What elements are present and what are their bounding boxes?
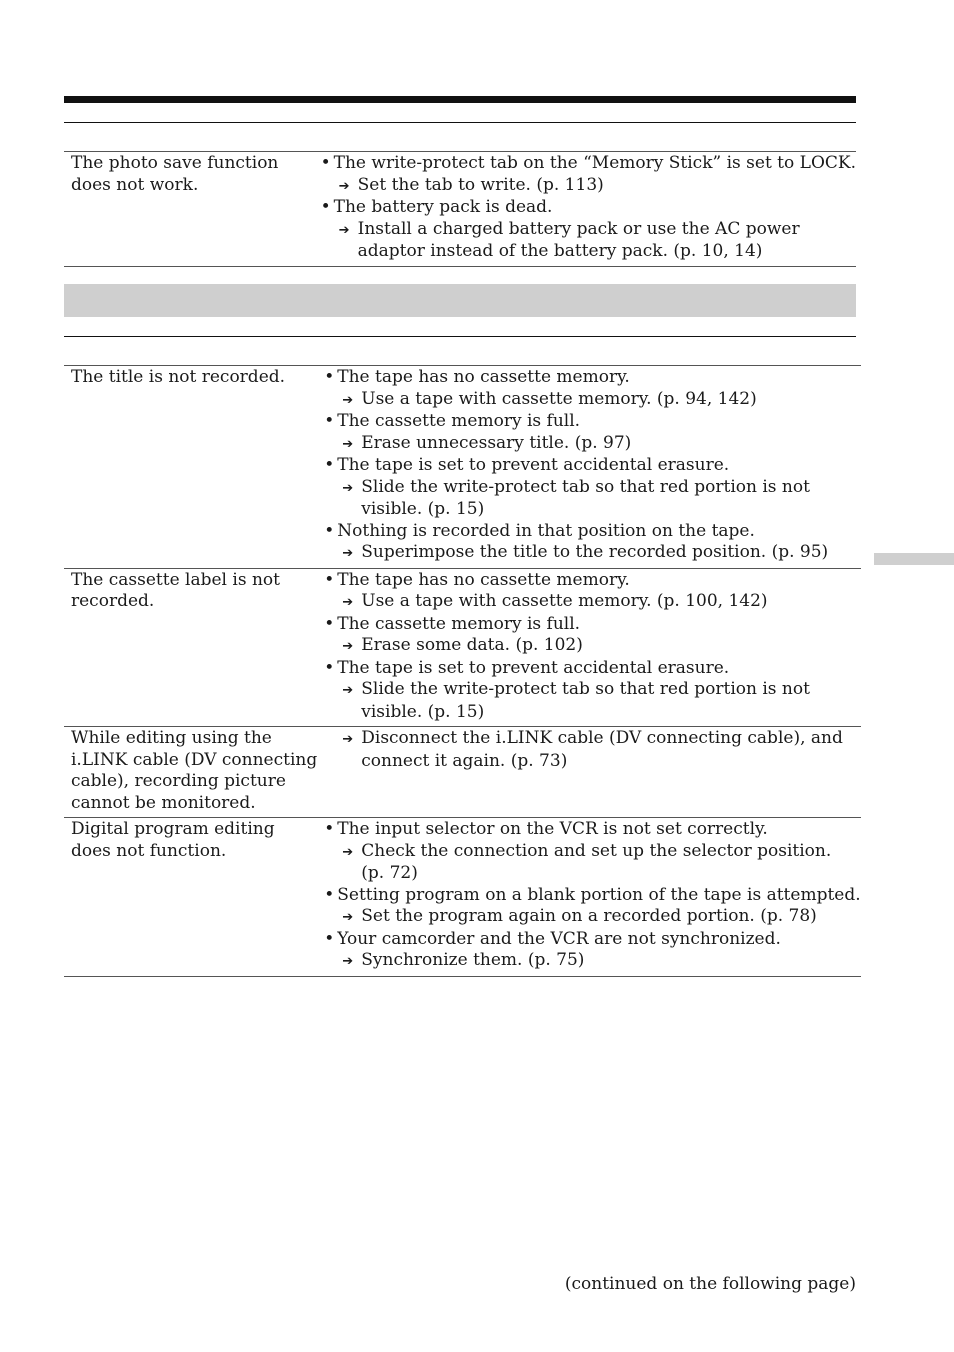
table-body-1 <box>64 152 856 267</box>
bullet-icon: • <box>324 367 335 387</box>
editing-troubleshooting-table <box>64 365 861 977</box>
remedy-continuation <box>321 241 856 263</box>
cause-item <box>324 411 860 433</box>
table-row <box>64 366 861 569</box>
remedy-continuation <box>324 863 860 885</box>
bullet-icon: • <box>320 197 331 217</box>
symptom-cell <box>64 366 317 569</box>
symptom-text: The title is not recorded. <box>71 367 286 387</box>
bullet-icon: • <box>324 928 335 949</box>
symptom-text: does not work. <box>71 174 199 195</box>
remedy-item <box>324 477 860 500</box>
item-text: visible. (p. 15) <box>361 701 485 722</box>
bullet-icon: • <box>324 455 335 475</box>
symptom-text: i.LINK cable (DV connecting <box>71 749 318 770</box>
side-index-tab <box>874 553 954 565</box>
item-text: Set the program again on a recorded portion. (p. 78) <box>361 906 817 926</box>
item-text: The tape has no cassette memory. <box>337 367 630 387</box>
cause-item <box>324 819 860 841</box>
remedy-item <box>321 175 856 198</box>
arrow-right-icon: ➔ <box>342 639 354 654</box>
cause-remedy-cell <box>317 727 860 818</box>
symptom-text: does not function. <box>71 840 227 861</box>
table-body-2 <box>64 366 861 977</box>
bullet-icon: • <box>324 569 335 590</box>
remedy-item <box>324 679 860 702</box>
arrow-right-icon: ➔ <box>342 683 354 698</box>
item-text: The tape has no cassette memory. <box>337 569 630 590</box>
table-row <box>64 818 861 977</box>
symptom-text: recorded. <box>71 591 155 611</box>
remedy-item <box>324 635 860 658</box>
item-text: Check the connection and set up the selector position. <box>361 840 832 861</box>
item-text: Superimpose the title to the recorded position. (p. 95) <box>361 542 829 562</box>
symptom-cell <box>64 568 317 727</box>
item-text: (p. 72) <box>361 863 418 883</box>
cause-item <box>324 455 860 477</box>
cause-remedy-cell <box>314 152 856 267</box>
cause-item <box>324 614 860 636</box>
bullet-icon: • <box>324 613 335 634</box>
item-text: visible. (p. 15) <box>361 499 485 519</box>
arrow-right-icon: ➔ <box>342 954 354 969</box>
arrow-right-icon: ➔ <box>338 178 350 194</box>
arrow-right-icon: ➔ <box>342 732 354 747</box>
symptom-cell <box>64 818 317 977</box>
item-text: Erase unnecessary title. (p. 97) <box>361 432 632 453</box>
remedy-item <box>324 389 860 412</box>
item-text: Use a tape with cassette memory. (p. 100, 142) <box>361 591 768 611</box>
symptom-text: cable), recording picture <box>71 771 286 791</box>
arrow-right-icon: ➔ <box>342 546 354 561</box>
cause-remedy-cell <box>317 818 860 977</box>
remedy-item <box>321 219 856 242</box>
top-thick-rule <box>64 96 856 103</box>
item-text: connect it again. (p. 73) <box>361 750 568 771</box>
item-text: Slide the write-protect tab so that red portion is not <box>361 476 810 497</box>
symptom-text: The photo save function <box>71 153 279 173</box>
arrow-right-icon: ➔ <box>342 910 354 925</box>
arrow-right-icon: ➔ <box>342 844 354 860</box>
remedy-item <box>324 542 860 565</box>
symptom-cell <box>64 152 314 267</box>
item-text: The write-protect tab on the “Memory Stick” is set to LOCK. <box>333 153 856 173</box>
item-text: The input selector on the VCR is not set correctly. <box>337 819 768 839</box>
item-text: Nothing is recorded in that position on the tape. <box>337 520 755 541</box>
remedy-item <box>324 841 860 864</box>
table-row <box>64 568 861 727</box>
item-text: Synchronize them. (p. 75) <box>361 950 585 970</box>
arrow-right-icon: ➔ <box>342 595 354 610</box>
remedy-item <box>324 433 860 456</box>
cause-item <box>324 929 860 951</box>
item-text: Install a charged battery pack or use the AC power <box>357 218 800 239</box>
table-row <box>64 727 861 818</box>
item-text: The tape is set to prevent accidental erasure. <box>337 657 730 678</box>
remedy-continuation <box>324 751 860 773</box>
symptom-text: While editing using the <box>71 728 272 748</box>
remedy-continuation <box>324 702 860 724</box>
arrow-right-icon: ➔ <box>342 480 354 496</box>
item-text: adaptor instead of the battery pack. (p. 10, 14) <box>357 241 763 261</box>
bullet-icon: • <box>324 411 335 431</box>
table-row <box>64 152 856 267</box>
item-text: The battery pack is dead. <box>333 197 553 217</box>
arrow-right-icon: ➔ <box>342 392 354 408</box>
item-text: Set the tab to write. (p. 113) <box>357 174 604 195</box>
item-text: Setting program on a blank portion of the tape is attempted. <box>337 884 861 905</box>
remedy-item <box>324 728 860 751</box>
cause-item <box>321 197 856 219</box>
symptom-text: The cassette label is not <box>71 569 280 590</box>
item-text: Your camcorder and the VCR are not synchronized. <box>337 928 781 949</box>
cause-remedy-cell <box>317 568 860 727</box>
symptom-cell <box>64 727 317 818</box>
cause-item <box>324 521 860 543</box>
cause-item <box>324 658 860 680</box>
item-text: The cassette memory is full. <box>337 411 581 431</box>
remedy-item <box>324 591 860 614</box>
header-rule-2 <box>64 336 856 337</box>
photo-troubleshooting-table <box>64 151 856 267</box>
continued-note: (continued on the following page) <box>564 1274 856 1294</box>
item-text: Disconnect the i.LINK cable (DV connecting cable), and <box>361 728 843 748</box>
remedy-item <box>324 950 860 973</box>
item-text: The tape is set to prevent accidental erasure. <box>337 455 730 475</box>
cause-remedy-cell <box>317 366 860 569</box>
item-text: Erase some data. (p. 102) <box>361 635 583 655</box>
bullet-icon: • <box>324 657 335 678</box>
header-rule-1 <box>64 122 856 123</box>
arrow-right-icon: ➔ <box>342 436 354 452</box>
cause-item <box>324 885 860 907</box>
item-text: The cassette memory is full. <box>337 613 581 634</box>
remedy-continuation <box>324 499 860 521</box>
item-text: Slide the write-protect tab so that red portion is not <box>361 679 810 699</box>
cause-item <box>324 570 860 592</box>
symptom-text: Digital program editing <box>71 819 275 839</box>
bullet-icon: • <box>324 520 335 541</box>
symptom-text: cannot be monitored. <box>71 792 256 813</box>
cause-item <box>321 153 856 175</box>
bullet-icon: • <box>320 153 331 173</box>
remedy-item <box>324 906 860 929</box>
cause-item <box>324 367 860 389</box>
bullet-icon: • <box>324 819 335 839</box>
bullet-icon: • <box>324 884 335 905</box>
section-heading-band <box>64 284 856 317</box>
item-text: Use a tape with cassette memory. (p. 94, 142) <box>361 388 757 409</box>
arrow-right-icon: ➔ <box>338 222 350 238</box>
